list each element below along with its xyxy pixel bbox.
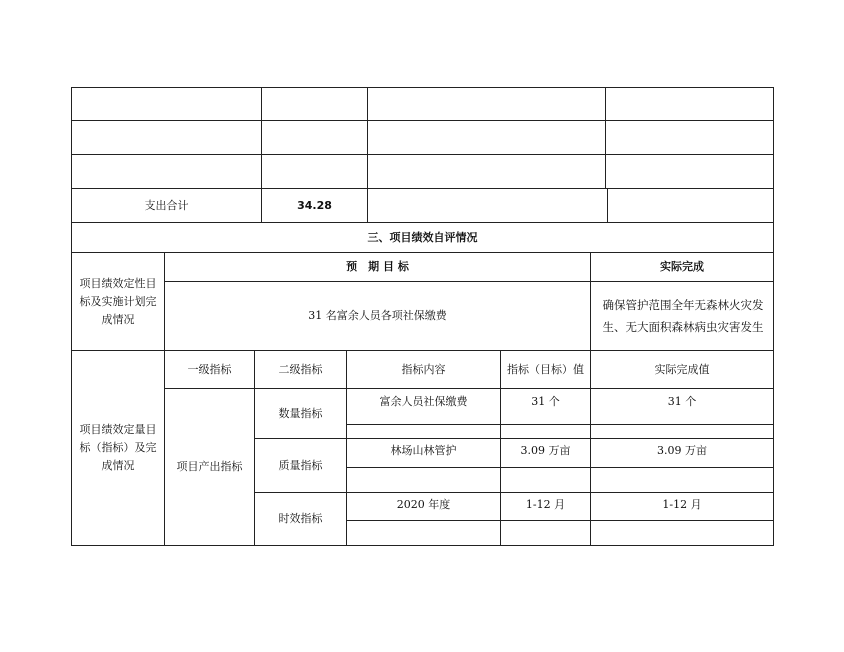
level2-quantity: 数量指标 — [278, 406, 323, 420]
level1-item: 项目产出指标 — [176, 460, 243, 473]
actual-quality: 3.09 万亩 — [657, 444, 707, 457]
expected-goal-text: 31 名富余人员各项社保缴费 — [308, 309, 447, 322]
table-rule — [71, 120, 774, 121]
table-rule — [71, 545, 774, 546]
table-rule — [71, 154, 774, 155]
table-rule — [346, 467, 774, 468]
content-timeliness: 2020 年度 — [396, 498, 451, 511]
table-rule — [607, 188, 608, 222]
section-title: 三、项目绩效自评情况 — [367, 230, 478, 244]
level2-timeliness: 时效指标 — [278, 512, 323, 525]
table-rule — [605, 87, 606, 188]
actual-completion-text: 确保管护范围全年无森林火灾发生、无大面积森林病虫灾害发生 — [602, 298, 764, 334]
target-quantity: 31 个 — [531, 395, 560, 408]
actual-quantity: 31 个 — [667, 395, 697, 408]
total-value: 34.28 — [297, 198, 332, 212]
header-content: 指标内容 — [401, 362, 446, 376]
target-quality: 3.09 万亩 — [520, 444, 571, 457]
expected-goal-header: 预 期 目 标 — [346, 260, 409, 273]
table-rule — [367, 87, 368, 222]
table-rule — [71, 87, 72, 546]
header-level1: 一级指标 — [187, 362, 232, 376]
content-quantity: 富余人员社保缴费 — [379, 395, 468, 408]
qualitative-row-label: 项目绩效定性目标及实施计划完成情况 — [79, 276, 157, 326]
actual-completion-header: 实际完成 — [660, 260, 704, 273]
table-rule — [773, 87, 774, 546]
header-level2: 二级指标 — [278, 362, 323, 376]
quantitative-row-label: 项目绩效定量目标（指标）及完成情况 — [79, 423, 157, 472]
actual-timeliness: 1-12 月 — [662, 498, 702, 511]
level2-quality: 质量指标 — [278, 458, 323, 472]
target-timeliness: 1-12 月 — [525, 498, 566, 511]
total-label: 支出合计 — [144, 198, 189, 212]
table-rule — [346, 520, 774, 521]
content-quality: 林场山林管护 — [390, 444, 457, 457]
table-rule — [71, 87, 774, 88]
table-rule — [346, 424, 774, 425]
header-target: 指标（目标）值 — [507, 362, 584, 376]
header-actual: 实际完成值 — [654, 362, 710, 376]
